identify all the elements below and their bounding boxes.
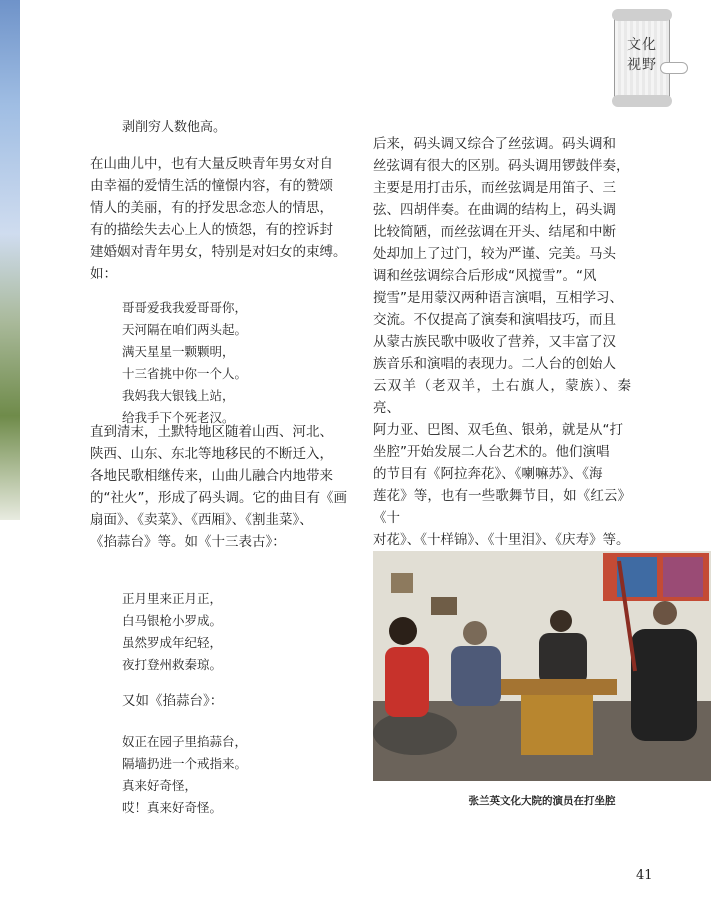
- folk-song-verse-2: 正月里来正月正， 白马银枪小罗成。 虽然罗成年纪轻， 夜打登州救秦琼。: [122, 591, 223, 672]
- paragraph-another-example: 又如《掐蒜台》：: [122, 693, 224, 709]
- photo-illustration: [373, 551, 711, 781]
- folk-song-verse-1: 哥哥爱我我爱哥哥你， 天河隔在咱们两头起。 满天星星一颗颗明， 十三省挑中你一个人。 我妈我大银钱上站， 给我手下个死老汉。: [122, 300, 248, 425]
- section-tab-top-cap: [612, 9, 672, 21]
- section-label: 文化 视野: [627, 37, 657, 73]
- left-edge-landscape-strip: [0, 0, 20, 520]
- page-number: 41: [636, 868, 653, 883]
- section-tab: [614, 12, 670, 104]
- photo-caption: 张兰英文化大院的演员在打坐腔: [468, 795, 616, 807]
- folk-song-verse-3: 奴正在园子里掐蒜台， 隔墙扔进一个戒指来。 真来好奇怪， 哎！真来好奇怪。: [122, 734, 248, 815]
- cloud-ornament-icon: [660, 62, 688, 74]
- performers-photo: [373, 551, 711, 781]
- paragraph-errentai-history: 后来，码头调又综合了丝弦调。码头调和 丝弦调有很大的区别。码头调用锣鼓伴奏， 主要是用打击乐，而丝弦调是用笛子、三 弦、四胡伴奏。在曲调的结构上，码头调 比较简陋，而丝弦调在开头、结尾和中断 处却加上了过门，较为严谨、完美。马头 调和丝弦调综合后形成“风搅雪”。“风 搅雪”是用蒙汉两种语言演唱，互相学习、 交流。不仅提高了演奏和演唱技巧，而且 从蒙古族民歌中吸收了营养，又丰富了汉 族音乐和演唱的表现力。二人台的创始人 云双羊（老双羊，土右旗人，蒙族）、秦亮、 阿力亚、巴图、双毛鱼、银弟，就是从“打 坐腔”开始发展二人台艺术的。他们演唱 的节目有《阿拉奔花》、《喇嘛苏》、《海 莲花》等，也有一些歌舞节目，如《红云》《十 对花》、《十样锦》、《十里泪》、《庆寿》等。: [373, 136, 631, 548]
- poem-continued-line: 剥削穷人数他高。: [122, 120, 227, 135]
- paragraph-matou-diao: 直到清末，土默特地区随着山西、河北、 陕西、山东、东北等地移民的不断迁入， 各地民歌相继传来，山曲儿融合内地带来 的“社火”，形成了码头调。它的曲目有《画 扇面》、《卖菜》、《西厢》、《割韭菜》、 《掐蒜台》等。如《十三表古》：: [90, 424, 347, 550]
- paragraph-love-songs: 在山曲儿中，也有大量反映青年男女对自 由幸福的爱情生活的憧憬内容，有的赞颂 情人的美丽，有的抒发思念恋人的情思， 有的描绘失去心上人的愤怨，有的控诉封 建婚姻对青年男女，特别是对妇女的束缚。 如：: [90, 156, 347, 282]
- section-tab-bottom-cap: [612, 95, 672, 107]
